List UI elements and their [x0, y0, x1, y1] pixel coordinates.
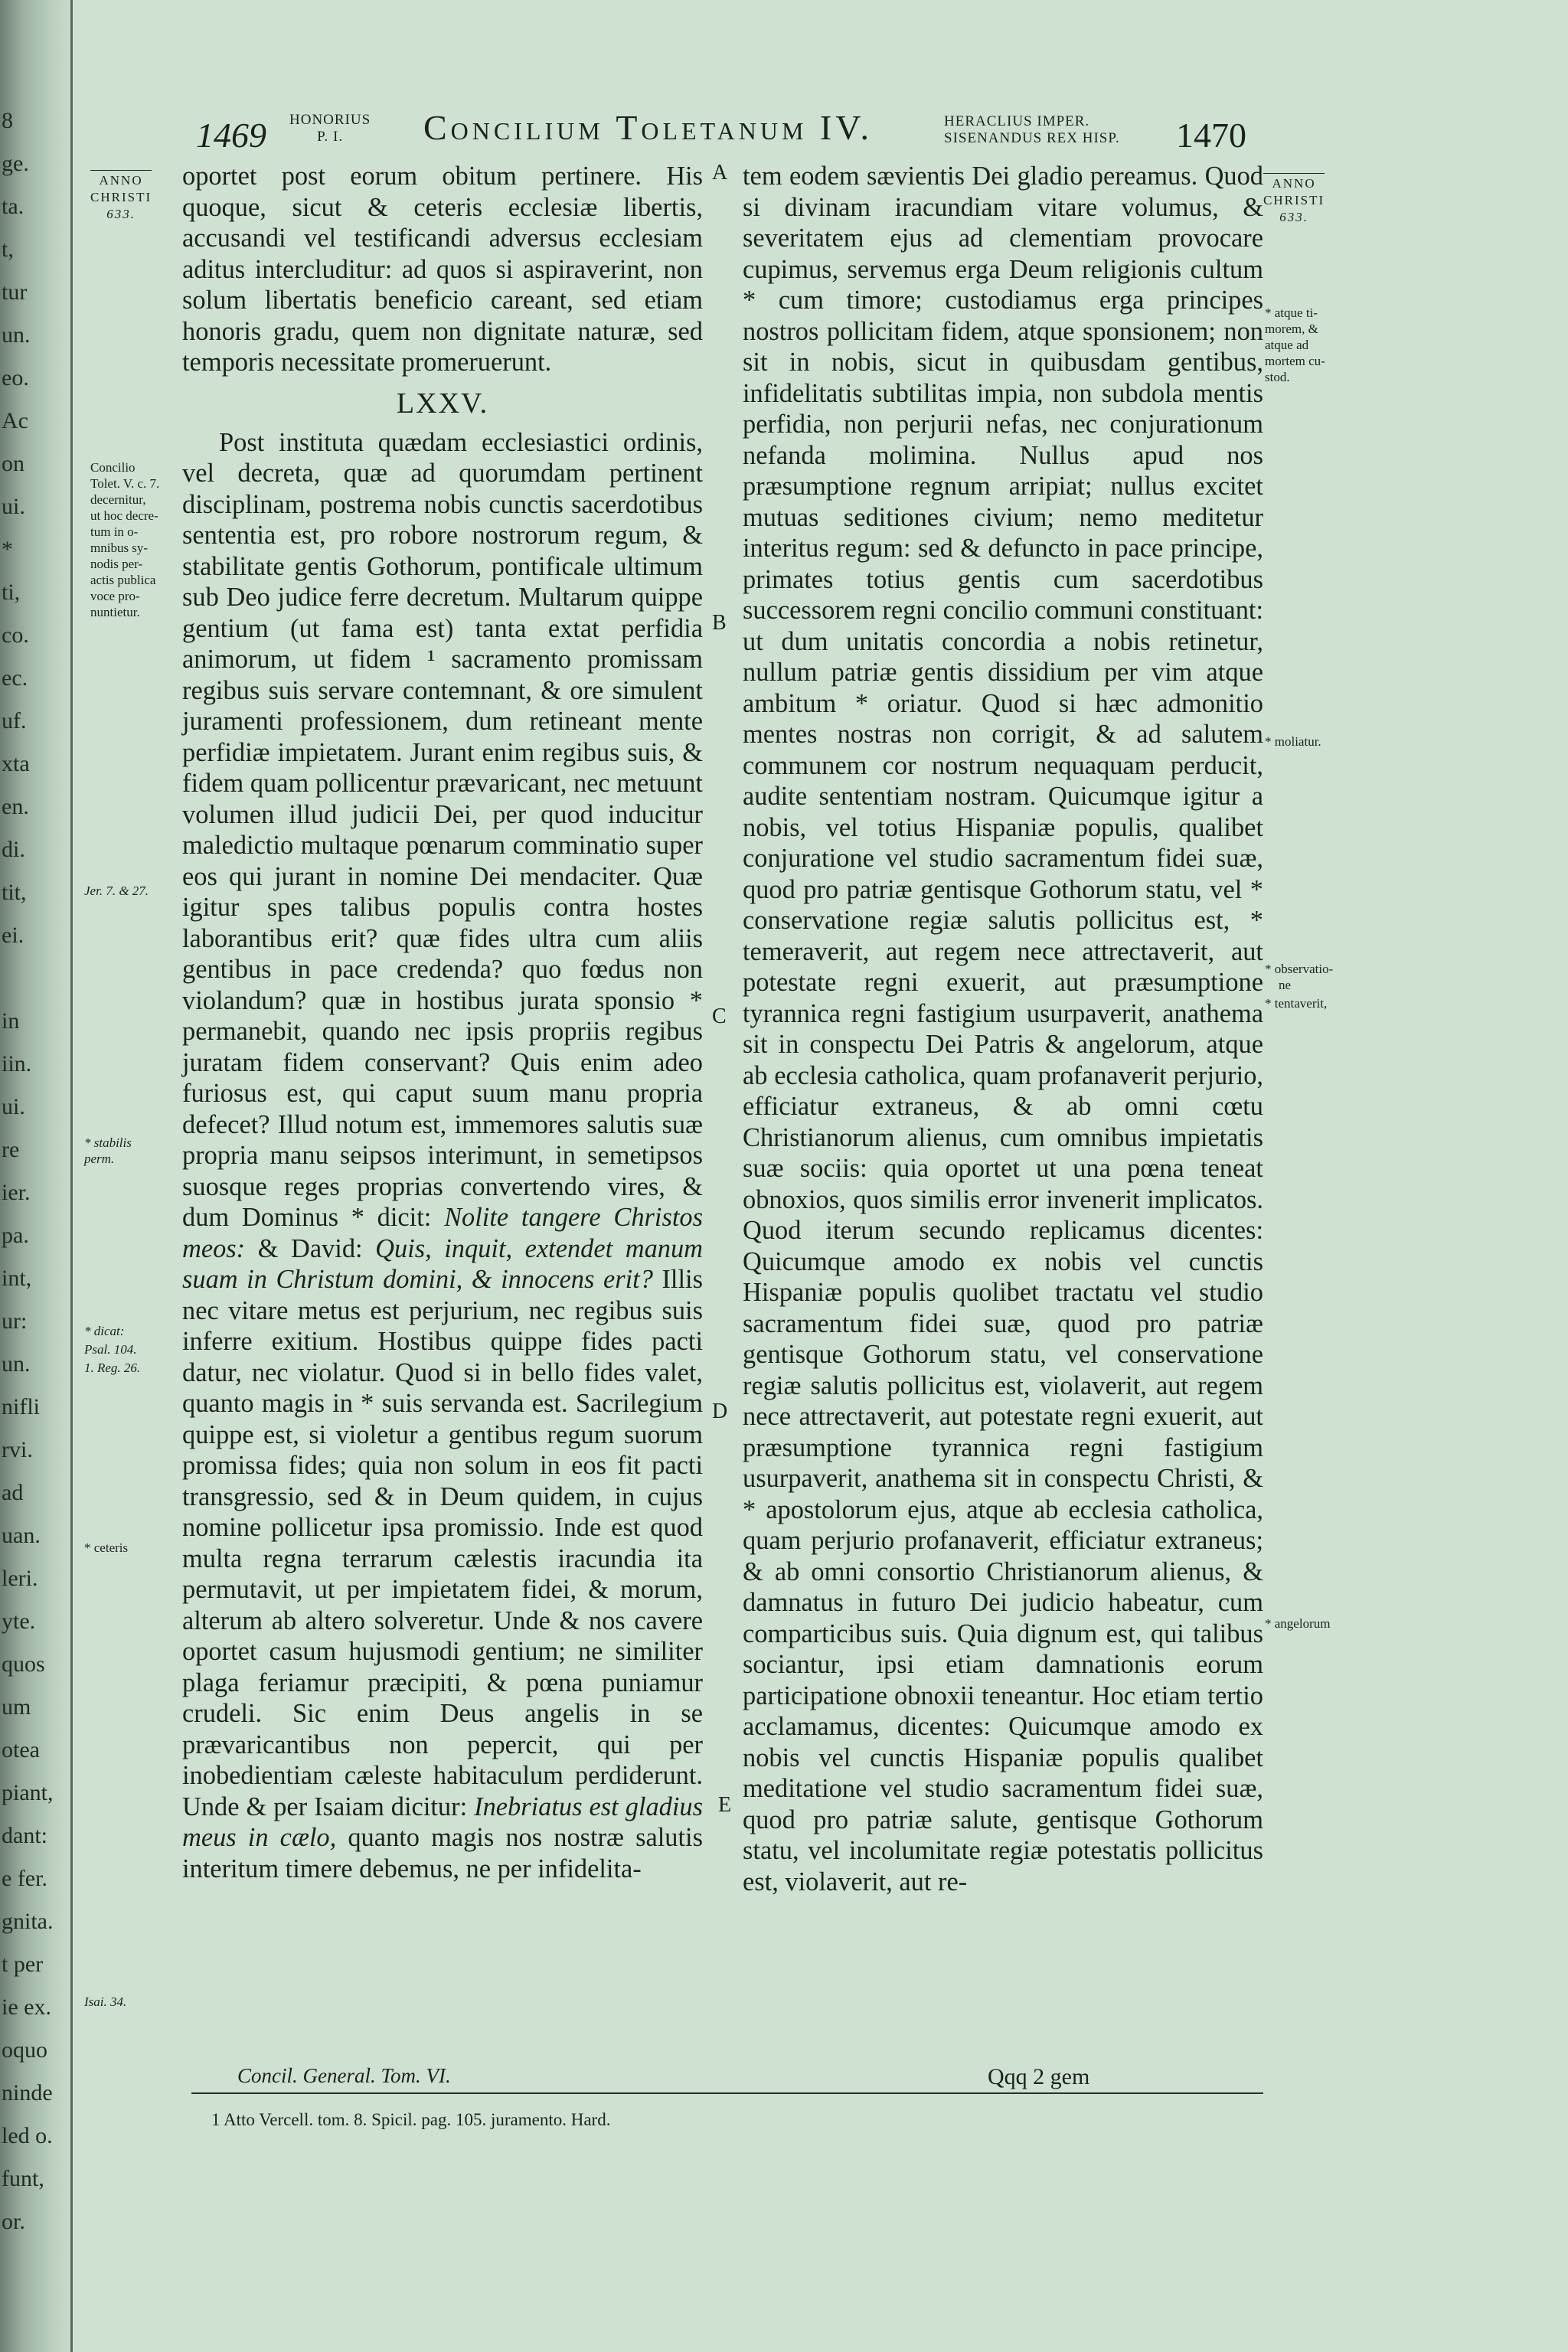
margin-note-jeremiah: Jer. 7. & 27. [84, 884, 149, 898]
header-left-label-line: P. I. [317, 129, 344, 145]
margin-line: ut hoc decre- [90, 508, 158, 523]
scripture-quote: Nolite tangere Christos meos: [182, 1203, 703, 1263]
previous-page-fragment: ie ex. [2, 1994, 51, 2020]
scripture-quote: Inebriatus est gladius meus in cælo, [182, 1792, 703, 1852]
margin-line: * observatio- [1265, 962, 1334, 976]
anno-line: ANNO [1272, 176, 1316, 191]
previous-page-fragment: uan. [2, 1523, 41, 1548]
margin-note-isaiah: Isai. 34. [84, 1994, 127, 2009]
previous-page-fragment: ta. [2, 194, 24, 219]
anno-line: CHRISTI [90, 190, 152, 204]
previous-page-fragment: ui. [2, 494, 25, 519]
previous-page-fragment: led o. [2, 2123, 53, 2148]
header-right-label [944, 113, 1120, 147]
section-letter: E [718, 1793, 732, 1817]
page-number-right: 1470 [1176, 116, 1246, 155]
previous-page-fragment: funt, [2, 2166, 44, 2191]
margin-line: Tolet. V. c. 7. [90, 476, 160, 491]
margin-note-kings: 1. Reg. 26. [84, 1361, 141, 1375]
section-letter: B [712, 611, 727, 635]
previous-page-fragment: un. [2, 1351, 31, 1377]
margin-line: mnibus sy- [90, 541, 149, 555]
margin-note-moliatur: * moliatur. [1265, 734, 1321, 749]
margin-line: ne [1279, 978, 1292, 992]
previous-page-fragment: int, [2, 1266, 32, 1291]
margin-note-tentaverit: * tentaverit, [1265, 996, 1328, 1011]
section-letter: D [712, 1400, 728, 1423]
previous-page-fragment: 8 [2, 108, 13, 133]
anno-christi-left [90, 170, 152, 223]
running-title: Concilium Toletanum IV. [423, 108, 874, 147]
margin-note-concilio [90, 459, 159, 620]
previous-page-fragment: tur [2, 279, 28, 305]
section-letter: A [712, 161, 728, 185]
margin-line: voce pro- [90, 589, 140, 603]
anno-line: 633. [106, 207, 136, 221]
previous-page-fragment: ec. [2, 665, 28, 691]
canon-text: Illis nec vitare metus est perjurium, nec regibus suis inferre exitium. Hostibus quippe fides pacti datur, nec violatur. Quod si in bello fides valet, quanto magis in * suis servanda est. Sacrilegium quippe est, si violetur a gentibus regum suorum promissa fides; quia non solum in eos fit pacti transgressio, sed & in Deum quidem, in cujus nomine pollicetur ipsa promissio. Inde est quod multa regna terrarum cælestis iracundia ita permutavit, ut per impietatem fidei, & morum, alterum ab altero solveretur. Unde & nos cavere oportet casum hujusmodi gentium; ne similiter plaga feriamur præcipiti, & pœna puniamur crudeli. Sic enim Deus angelis in se prævaricantibus non pepercit, qui per inobedientiam cæleste habitaculum perdiderunt. Unde & per Isaiam dicitur: [182, 1265, 703, 1821]
previous-page-fragment: rvi. [2, 1437, 33, 1462]
canon-text: & David: [257, 1233, 363, 1263]
margin-line: atque ad [1265, 338, 1309, 352]
margin-note-observatione [1265, 961, 1333, 993]
previous-page-fragment: ui. [2, 1094, 25, 1119]
section-letter: C [712, 1004, 727, 1028]
previous-page-fragment: * [2, 537, 13, 562]
previous-page-fragment: ier. [2, 1180, 31, 1205]
previous-page-edge [0, 0, 73, 2352]
previous-page-fragment: ur: [2, 1308, 28, 1334]
margin-line: actis publica [90, 573, 156, 587]
paragraph: oportet post eorum obitum pertinere. His quoque, sicut & ceteris ecclesiæ libertis, accusandi vel testificandi adversus ecclesiam aditus intercluditur: ad quos si aspiraverint, non solum libertatis beneficio careant, sed etiam honoris gradu, quem non dignitate naturæ, sed temporis necessitate promeruerunt. [182, 162, 703, 377]
previous-page-fragment: yte. [2, 1609, 36, 1634]
previous-page-fragment: t per [2, 1952, 44, 1977]
margin-line: * stabilis [84, 1135, 132, 1150]
previous-page-fragment: ei. [2, 923, 24, 948]
canon-text: quanto magis nos nostræ salutis interitum timere debemus, ne per infidelita- [182, 1823, 703, 1883]
footnote: 1 Atto Vercell. tom. 8. Spicil. pag. 105. juramento. Hard. [211, 2110, 611, 2129]
previous-page-fragment: pa. [2, 1223, 29, 1248]
previous-page-fragment: gnita. [2, 1909, 54, 1934]
previous-page-fragment: tit, [2, 880, 27, 905]
previous-page-fragment: um [2, 1694, 31, 1720]
margin-note-ceteris: * ceteris [84, 1540, 129, 1555]
right-text-column [743, 161, 1263, 1897]
header-left-label [289, 112, 371, 145]
canon-paragraph [182, 427, 703, 1885]
margin-note-psalm: Psal. 104. [84, 1342, 137, 1357]
previous-page-fragment: en. [2, 794, 29, 819]
margin-line: mortem cu- [1265, 354, 1325, 368]
margin-note-atque [1265, 305, 1325, 385]
previous-page-fragment: dant: [2, 1823, 47, 1848]
previous-page-fragment: Ac [2, 408, 28, 433]
margin-line: morem, & [1265, 322, 1318, 336]
header-right-label-line: SISENANDUS REX HISP. [944, 130, 1120, 146]
anno-line: 633. [1279, 210, 1308, 224]
margin-line: perm. [84, 1152, 115, 1166]
previous-page-fragment: iin. [2, 1051, 32, 1076]
previous-page-fragment: nifli [2, 1394, 40, 1419]
previous-page-fragment: on [2, 451, 24, 476]
previous-page-fragment: uf. [2, 708, 27, 733]
previous-page-fragment: un. [2, 322, 31, 348]
signature-line-left: Concil. General. Tom. VI. [237, 2064, 451, 2087]
header-right-label-line: HERACLIUS IMPER. [944, 113, 1090, 129]
previous-page-fragment: xta [2, 751, 30, 776]
header-left-label-line: HONORIUS [289, 112, 371, 128]
previous-page-fragment: or. [2, 2209, 25, 2234]
previous-page-fragment: otea [2, 1737, 40, 1762]
left-text-column [182, 161, 703, 1884]
previous-page-fragment: re [2, 1137, 20, 1162]
previous-page-fragment: oquo [2, 2037, 47, 2063]
previous-page-fragment: leri. [2, 1566, 38, 1591]
paragraph: tem eodem sævientis Dei gladio pereamus. Quod si divinam iracundiam vitare volumus, & severitatem ejus ad clementiam provocare cupimus, servemus erga Deum religionis cultum * cum timore; custodiamus erga principes nostros pollicitam fidem, atque sponsionem; non sit in nobis, sicut in quibusdam gentibus, infidelitatis subtilitas impia, non subdola mentis perfidia, non perjurii nefas, nec conjurationum nefanda molimina. Nullus apud nos præsumptione regnum arripiat; nullus excitet mutuas seditiones civium; nemo meditetur interitus regum: sed & defuncto in pace principe, primates totius gentis cum sacerdotibus successorem regni concilio communi constituant: ut dum unitatis concordia a nobis retinetur, nullum patriæ gentis dissidium per vim atque ambitum * oriatur. Quod si hæc admonitio mentes nostras non corrigit, & ad salutem communem cor nostrum nequaquam perducit, audite sententiam nostram. Quicumque igitur a nobis, vel totius Hispaniæ populis, qualibet conjuratione vel studio sacramentum fidei suæ, quod pro patriæ gentisque Gothorum statu, vel * conservatione regiæ salutis pollicitus est, * temeraverit, aut regem nece attrectaverit, aut potestate regni exuerit, aut præsumptione tyrannica regni fastigium usurpaverit, anathema sit in conspectu Dei Patris & angelorum, atque ab ecclesia catholica, quam profanaverit perjurio, efficiatur extraneus, & ab omni cœtu Christianorum alienus, cum omnibus impietatis suæ sociis: quia oportet ut una pœna teneat obnoxios, quos similis error invenerit implicatos. Quod iterum secundo replicamus dicentes: Quicumque amodo ex nobis vel cunctis Hispaniæ populis quolibet tractatu vel studio sacramentum fidei suæ, quod pro patriæ gentisque Gothorum statu, vel conservatione regiæ salutis pollicitus est, violaverit, aut regem nece attrectaverit, aut potestate regni exuerit, aut præsumptione tyrannica regni fastigium usurpaverit, anathema sit in conspectu Christi, & * apostolorum ejus, atque ab ecclesia catholica, quam perjurio profanaverit, efficiatur extraneus; & ab omni consortio Christianorum alienus, & damnatus in futuro Dei judicio habeatur, cum comparticibus suis. Quia dignum est, qui talibus sociantur, ipsi etiam damnationis eorum participatione obnoxii teneantur. Hoc etiam tertio acclamamus, dicentes: Quicumque amodo ex nobis vel cunctis Hispaniæ populis qualibet meditatione vel studio sacramentum fidei suæ, quod pro patriæ salute, gentisque Gothorum statu, vel incolumitate regiæ potestatis pollicitus est, violaverit, aut re- [743, 162, 1264, 1896]
margin-line: * atque ti- [1265, 305, 1318, 320]
previous-page-fragment: in [2, 1008, 20, 1034]
previous-page-fragment: piant, [2, 1780, 54, 1805]
previous-page-fragment: ti, [2, 580, 21, 605]
previous-page-fragment: ad [2, 1480, 24, 1505]
footnote-rule [191, 2092, 1263, 2094]
scripture-quote: Quis, inquit, extendet manum suam in Christum domini, & innocens erit? [182, 1233, 703, 1294]
previous-page-fragment: quos [2, 1651, 45, 1677]
anno-line: ANNO [99, 173, 143, 188]
margin-line: tum in o- [90, 524, 139, 539]
margin-note-stabilis [84, 1135, 132, 1167]
anno-rule [1263, 173, 1325, 174]
previous-page-fragment: ninde [2, 2080, 53, 2105]
anno-christi-right [1263, 173, 1325, 226]
anno-rule [90, 170, 152, 171]
margin-note-dicat: * dicat: [84, 1324, 125, 1338]
previous-page-fragment: di. [2, 837, 25, 862]
canon-text: Post instituta quædam ecclesiastici ordinis, vel decreta, quæ ad quorumdam pertinent disciplinam, postrema nobis cunctis sacerdotibus sententia est, pro robore nostrorum regum, & stabilitate gentis Gothorum, pontificale ultimum sub Deo judice ferre decretum. Multarum quippe gentium (ut fama est) tanta extat perfidia animorum, ut fidem ¹ sacramento promissam regibus suis servare contemnant, & ore simulent juramenti professionem, dum retineant mente perfidiæ impietatem. Jurant enim regibus suis, & fidem quam pollicentur prævaricant, nec metuunt volumen illud judicii Dei, per quod inducitur maledictio multaque pœnarum comminatio super eos qui jurant in nomine Dei mendaciter. Quæ igitur spes talibus populis contra hostes laborantibus erit? quæ fides ultra cum aliis gentibus in pace credenda? quo fœdus non violandum? quæ in hostibus jurata sponsio * permanebit, quando nec ipsis propriis regibus juratam fidem conservant? Quis enim adeo furiosus est, qui caput suum manu propria defecet? Illud notum est, immemores salutis suæ propria manu seipsos interimunt, in semetipsos suosque reges proprias convertendo vires, & dum Dominus * dicit: [182, 427, 703, 1232]
previous-page-fragment: co. [2, 622, 29, 648]
previous-page-fragment: eo. [2, 365, 29, 390]
page-number-left: 1469 [196, 116, 266, 155]
margin-line: stod. [1265, 370, 1290, 384]
margin-line: decernitur, [90, 492, 146, 507]
section-number: LXXV. [396, 387, 489, 420]
previous-page-fragment: ge. [2, 151, 29, 176]
margin-note-angelorum: * angelorum [1265, 1616, 1331, 1631]
anno-line: CHRISTI [1263, 193, 1325, 207]
signature-mark-right: Qqq 2 gem [988, 2064, 1090, 2089]
margin-line: nuntietur. [90, 605, 140, 619]
margin-line: nodis per- [90, 557, 143, 571]
previous-page-fragment: t, [2, 237, 14, 262]
previous-page-fragment: e fer. [2, 1866, 47, 1891]
margin-line: Concilio [90, 460, 136, 475]
